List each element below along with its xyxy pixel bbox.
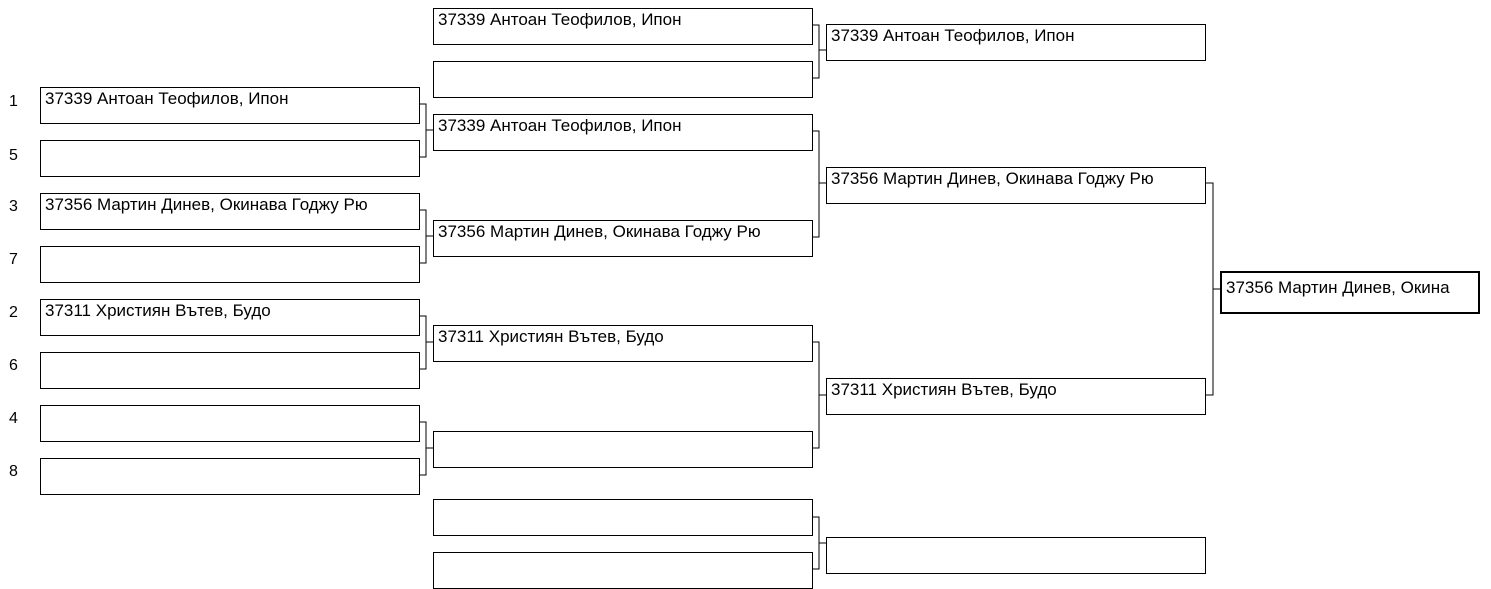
round1-slot[interactable]: 37339 Антоан Теофилов, Ипон (40, 87, 420, 124)
round1-slot[interactable] (40, 458, 420, 495)
round2-slot[interactable]: 37339 Антоан Теофилов, Ипон (433, 114, 813, 151)
round3-slot[interactable]: 37356 Мартин Динев, Окинава Годжу Рю (826, 167, 1206, 204)
round2-slot[interactable] (433, 552, 813, 589)
round1-slot[interactable] (40, 140, 420, 177)
round3-slot[interactable] (826, 537, 1206, 574)
seed-number: 2 (9, 304, 18, 321)
round2-slot[interactable] (433, 499, 813, 536)
final-winner-slot[interactable]: 37356 Мартин Динев, Окина (1220, 271, 1480, 314)
round1-slot[interactable] (40, 352, 420, 389)
round2-slot[interactable] (433, 431, 813, 468)
seed-number: 3 (9, 198, 18, 215)
seed-number: 5 (9, 147, 18, 164)
round3-slot[interactable]: 37311 Християн Вътев, Будо (826, 378, 1206, 415)
round2-slot[interactable] (433, 61, 813, 98)
round2-slot[interactable]: 37339 Антоан Теофилов, Ипон (433, 8, 813, 45)
round3-slot[interactable]: 37339 Антоан Теофилов, Ипон (826, 24, 1206, 61)
round1-slot[interactable]: 37311 Християн Вътев, Будо (40, 299, 420, 336)
seed-number: 4 (9, 410, 18, 427)
round1-slot[interactable] (40, 246, 420, 283)
seed-number: 8 (9, 463, 18, 480)
seed-number: 6 (9, 357, 18, 374)
seed-number: 7 (9, 251, 18, 268)
round2-slot[interactable]: 37356 Мартин Динев, Окинава Годжу Рю (433, 220, 813, 257)
round1-slot[interactable] (40, 405, 420, 442)
round1-slot[interactable]: 37356 Мартин Динев, Окинава Годжу Рю (40, 193, 420, 230)
round2-slot[interactable]: 37311 Християн Вътев, Будо (433, 325, 813, 362)
seed-number: 1 (9, 93, 18, 110)
